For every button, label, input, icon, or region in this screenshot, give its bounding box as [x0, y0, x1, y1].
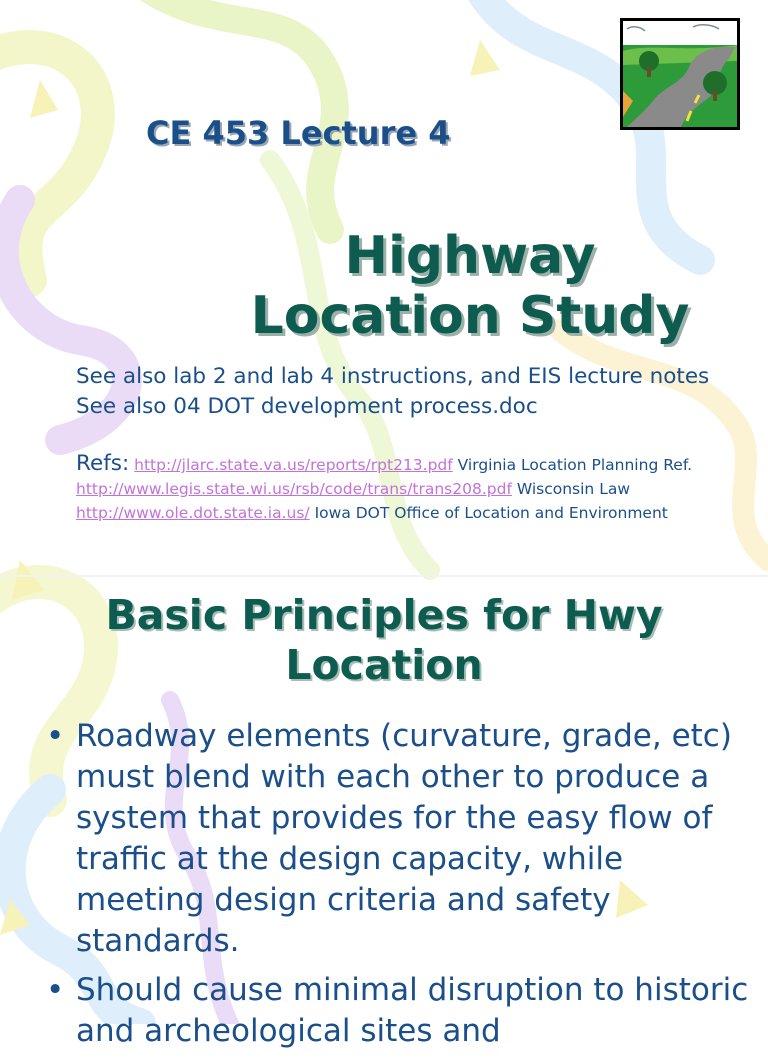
main-title — [200, 226, 740, 346]
see-also-notes — [76, 362, 709, 422]
principles-list — [46, 716, 756, 1060]
main-title-line1: Highway — [344, 226, 596, 286]
reference-line — [76, 452, 692, 477]
winding-road-icon — [623, 21, 737, 127]
main-title-line2: Location Study — [250, 286, 690, 346]
list-item-text: Should cause minimal disruption to historic and archeological sites and — [76, 972, 749, 1049]
bullet-icon: • — [46, 972, 65, 1008]
section-title-line1: Basic Principles for Hwy — [105, 591, 663, 639]
reference-link[interactable]: http://www.legis.state.wi.us/rsb/code/trans/trans208.pdf — [76, 480, 512, 498]
reference-description: Wisconsin Law — [516, 480, 630, 498]
reference-description: Iowa DOT Office of Location and Environment — [314, 504, 668, 522]
reference-description: Virginia Location Planning Ref. — [457, 456, 693, 474]
see-also-line: See also lab 2 and lab 4 instructions, and EIS lecture notes — [76, 364, 710, 389]
winding-road-clipart-icon — [620, 18, 740, 130]
list-item-text: Roadway elements (curvature, grade, etc) must blend with each other to produce a system that provides for the easy flow of traffic at the design capacity, while meeting design criteria and safety standards. — [76, 718, 732, 959]
reference-link[interactable]: http://jlarc.state.va.us/reports/rpt213.pdf — [134, 456, 453, 474]
reference-line — [76, 477, 692, 501]
section-title — [0, 590, 768, 690]
list-item — [46, 970, 756, 1052]
reference-link[interactable]: http://www.ole.dot.state.ia.us/ — [76, 504, 310, 522]
list-item — [46, 716, 756, 962]
references-block — [76, 452, 692, 525]
section-title-line2: Location — [285, 641, 483, 689]
refs-label: Refs: — [76, 451, 130, 476]
see-also-line: See also 04 DOT development process.doc — [76, 394, 538, 419]
bullet-icon: • — [46, 718, 65, 754]
course-title: CE 453 Lecture 4 — [146, 114, 451, 152]
reference-line — [76, 501, 692, 525]
